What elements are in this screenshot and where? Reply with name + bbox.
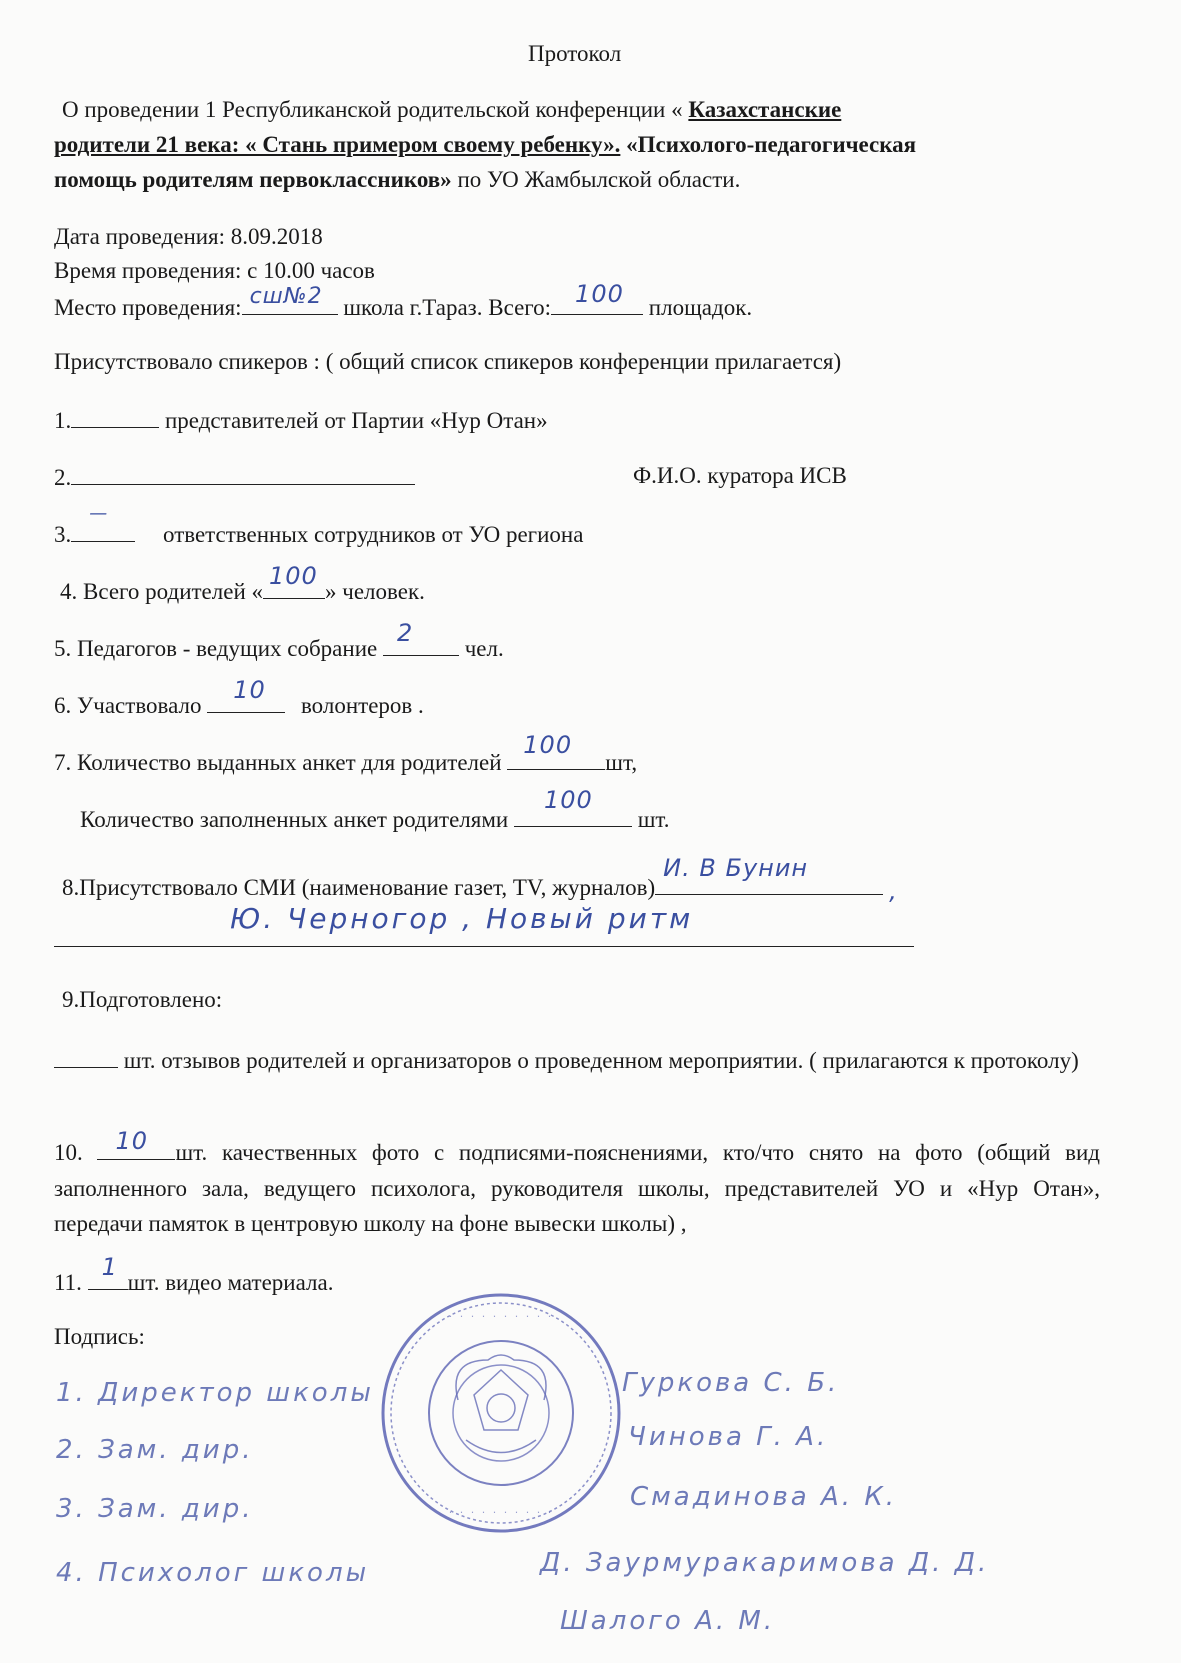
item-7-blank [507,731,605,770]
signature-row-3-left: 3. Зам. дир. [56,1494,254,1524]
heading-bold-text: «Психолого-педагогическая [620,132,917,157]
item-4 [60,562,425,606]
item-2 [54,462,415,492]
item-7b-text: Количество заполненных анкет родителями [80,807,514,832]
item-4-text: » человек. [325,579,425,604]
item-6-text: волонтеров . [300,693,424,718]
item-4-text: 4. Всего родителей « [60,579,264,604]
item-8-handwritten: И. В Бунин [663,854,809,882]
item-7b-blank [514,786,632,827]
item-8 [62,854,898,905]
item-9-heading: 9.Подготовлено: [62,987,223,1012]
school-number-blank [242,284,338,315]
item-10-handwritten: 10 [115,1127,149,1155]
item-10-blank [97,1127,175,1160]
document-title: Протокол [528,41,622,66]
item-5-handwritten: 2 [396,619,414,647]
item-2-blank [71,462,415,485]
item-3-text: ответственных сотрудников от УО региона [163,522,584,547]
heading-text: по УО Жамбылской области. [451,167,741,192]
signature-row-2-left: 2. Зам. дир. [56,1435,254,1465]
item-9-paragraph [54,1043,1100,1079]
item-3-handwritten: — [89,503,109,524]
item-11-blank [88,1253,128,1290]
item-number: 2. [54,465,72,490]
heading-text: О проведении 1 Республиканской родительской конференции « [62,97,689,122]
svg-text:· · · · · · · · · ·: · · · · · · · · · · [448,1310,554,1323]
heading-bold-text: Казахстанские [688,97,842,122]
item-8-handwritten-comma: , [889,877,898,905]
signature-row-1-left: 1. Директор школы [56,1378,374,1408]
item-1-blank [71,405,159,428]
item-7-text: шт, [605,750,638,775]
total-blank [551,280,643,315]
item-3 [54,503,584,549]
heading-line-1 [62,96,841,124]
heading-bold-text: помощь родителям первоклассников» [54,167,452,192]
heading-line-3 [54,166,740,194]
item-6-blank [207,676,285,713]
school-text: школа г.Тараз. Всего: [343,295,552,320]
item-7-handwritten: 100 [523,731,573,759]
item-7 [54,731,638,777]
total-suffix: площадок. [643,295,753,320]
item-6 [54,676,424,720]
event-time: Время проведения: с 10.00 часов [54,258,375,283]
heading-bold-text: родители 21 века: « Стань примером своему ребенку». [54,132,621,157]
heading-line-2 [54,131,916,159]
signature-row-4-right: Д. Заурмуракаримова Д. Д. [540,1548,990,1578]
item-10-text: шт. качественных фото с подписями-пояснениями, кто/что снято на фото (общий вид заполненного зала, ведущего психолога, руководителя школы, представителей УО и «Нур Отан», передачи памяток в центровую школу на фоне вывески школы) , [54,1140,1101,1237]
item-7b-text: шт. [637,807,670,832]
item-1 [54,405,548,435]
event-place [54,280,753,322]
item-5-text: 5. Педагогов - ведущих собрание [54,636,383,661]
item-8-continuation-handwritten: Ю. Черногор , Новый ритм [230,902,694,935]
signature-row-5-right: Шалого А. М. [560,1606,776,1636]
official-stamp [378,1290,624,1536]
signature-row-4-left: 4. Психолог школы [56,1558,370,1588]
signature-row-2-right: Чинова Г. А. [628,1422,829,1452]
item-4-blank [263,562,325,599]
item-9-text: шт. отзывов родителей и организаторов о проведенном мероприятии. ( прилагаются к протоколу) [123,1048,1079,1073]
item-7-text: 7. Количество выданных анкет для родителей [54,750,508,775]
item-4-handwritten: 100 [269,562,318,590]
item-8-continuation-blank [54,902,914,947]
signature-row-3-right: Смадинова А. К. [630,1482,898,1512]
item-5 [54,619,504,663]
item-5-blank [383,619,459,656]
item-8-blank [655,854,883,895]
item-8-text: 8.Присутствовало СМИ (наименование газет, TV, журналов) [62,875,656,900]
item-7b [80,786,670,834]
item-11 [54,1253,334,1297]
item-number: 10. [54,1140,98,1165]
item-number: 3. [54,522,72,547]
item-9-blank [54,1045,118,1068]
place-label: Место проведения: [54,295,242,320]
item-11-text: шт. видео материала. [127,1270,334,1295]
svg-text:· · · · · · · · · ·: · · · · · · · · · · [448,1506,554,1519]
signature-label: Подпись: [54,1324,145,1349]
item-number: 1. [54,408,72,433]
total-handwritten: 100 [575,280,624,308]
item-10-paragraph [54,1127,1101,1242]
item-11-handwritten: 1 [101,1253,118,1281]
event-date: Дата проведения: 8.09.2018 [54,224,323,249]
item-1-text: представителей от Партии «Нур Отан» [165,408,548,433]
item-3-blank [71,503,135,542]
item-7b-handwritten: 100 [543,786,593,814]
speakers-line: Присутствовало спикеров : ( общий список спикеров конференции прилагается) [54,349,842,374]
curator-label: Ф.И.О. куратора ИСВ [633,463,847,488]
signature-row-1-right: Гуркова С. Б. [622,1368,840,1398]
school-number-handwritten: сш№2 [249,284,323,309]
item-6-handwritten: 10 [233,676,266,704]
item-8-continuation [54,902,914,954]
item-number: 11. [54,1270,88,1295]
item-5-text: чел. [464,636,504,661]
item-6-text: 6. Участвовало [54,693,208,718]
